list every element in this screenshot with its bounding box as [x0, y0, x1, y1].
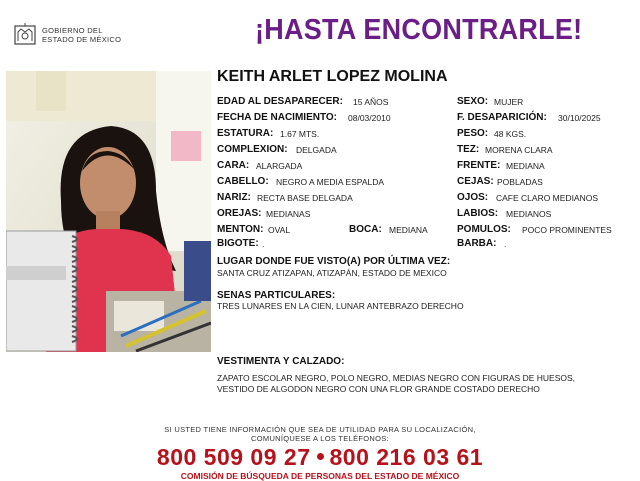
field-boca-value: MEDIANA	[389, 225, 428, 235]
footer-commission: COMISIÓN DE BÚSQUEDA DE PERSONAS DEL ESTADO DE MÉXICO	[180, 471, 460, 481]
field-cejas-value: POBLADAS	[497, 177, 543, 187]
field-complexion-label: COMPLEXION:	[217, 144, 288, 155]
field-boca-label: BOCA:	[349, 224, 382, 235]
field-estatura-label: ESTATURA:	[217, 128, 274, 139]
field-f-desaparicion-value: 30/10/2025	[558, 113, 601, 123]
field-labios-value: MEDIANOS	[506, 209, 552, 219]
logo-text-line1: GOBIERNO DEL	[42, 26, 103, 35]
field-sexo-value: MUJER	[494, 97, 524, 107]
senas-particulares-label: SENAS PARTICULARES:	[217, 290, 336, 301]
field-estatura-value: 1.67 MTS.	[280, 129, 320, 139]
field-orejas-label: OREJAS:	[217, 208, 262, 219]
field-sexo-label: SEXO:	[457, 96, 489, 107]
field-orejas-value: MEDIANAS	[266, 209, 311, 219]
field-tez-label: TEZ:	[457, 144, 480, 155]
field-cara-label: CARA:	[217, 160, 250, 171]
field-cara-value: ALARGADA	[256, 161, 303, 171]
logo-text-line2: ESTADO DE MÉXICO	[42, 35, 122, 44]
phone-number-2[interactable]: 800 216 03 61	[329, 444, 484, 470]
field-peso-label: PESO:	[457, 128, 489, 139]
field-bigote-value: .	[262, 239, 265, 249]
vestimenta-label: VESTIMENTA Y CALZADO:	[217, 356, 345, 367]
missing-person-photo	[6, 71, 211, 352]
field-labios-label: LABIOS:	[457, 208, 499, 219]
field-nariz-value: RECTA BASE DELGADA	[257, 193, 353, 203]
field-edad-label: EDAD AL DESAPARECER:	[217, 96, 343, 107]
field-barba-value: .	[504, 239, 507, 249]
field-cejas-label: CEJAS:	[457, 176, 494, 187]
field-frente-value: MEDIANA	[506, 161, 545, 171]
senas-particulares-value: TRES LUNARES EN LA CIEN, LUNAR ANTEBRAZO DERECHO	[217, 301, 464, 311]
lugar-visto-value: SANTA CRUZ ATIZAPAN, ATIZAPÁN, ESTADO DE MEXICO	[217, 268, 447, 278]
contact-info-line1: SI USTED TIENE INFORMACIÓN QUE SEA DE UTILIDAD PARA SU LOCALIZACIÓN,	[164, 425, 476, 434]
field-ojos-value: CAFE CLARO MEDIANOS	[496, 193, 599, 203]
field-nariz-label: NARIZ:	[217, 192, 251, 203]
field-cabello-value: NEGRO A MEDIA ESPALDA	[276, 177, 385, 187]
lugar-visto-label: LUGAR DONDE FUE VISTO(A) POR ÚLTIMA VEZ:	[217, 256, 451, 267]
state-emblem-icon	[12, 22, 38, 48]
field-pomulos-value: POCO PROMINENTES	[522, 225, 612, 235]
field-barba-label: BARBA:	[457, 238, 497, 249]
field-tez-value: MORENA CLARA	[485, 145, 553, 155]
field-pomulos-label: POMULOS:	[457, 224, 511, 235]
field-menton-label: MENTON:	[217, 224, 264, 235]
separator-dot-icon	[317, 453, 324, 460]
field-frente-label: FRENTE:	[457, 160, 501, 171]
phone-number-1[interactable]: 800 509 09 27	[156, 444, 311, 470]
field-cabello-label: CABELLO:	[217, 176, 269, 187]
field-peso-value: 48 KGS.	[494, 129, 527, 139]
field-edad-value: 15 AÑOS	[353, 97, 389, 107]
field-complexion-value: DELGADA	[296, 145, 337, 155]
field-fecha-nac-value: 08/03/2010	[348, 113, 391, 123]
field-bigote-label: BIGOTE:	[217, 238, 259, 249]
government-logo	[12, 22, 122, 48]
field-f-desaparicion-label: F. DESAPARICIÓN:	[457, 112, 547, 123]
vestimenta-value: ZAPATO ESCOLAR NEGRO, POLO NEGRO, MEDIAS NEGRO CON FIGURAS DE HUESOS, VESTIDO DE ALGODON NEGRO CON UNA FLOR GRANDE COSTADO DERECHO	[217, 373, 576, 394]
field-fecha-nac-label: FECHA DE NACIMIENTO:	[217, 112, 337, 123]
contact-info	[110, 425, 530, 443]
field-menton-value: OVAL	[268, 225, 291, 235]
field-ojos-label: OJOS:	[457, 192, 489, 203]
contact-info-line2: COMUNÍQUESE A LOS TELÉFONOS:	[251, 434, 389, 443]
headline-title: ¡HASTA ENCONTRARLE!	[255, 14, 583, 46]
phone-numbers	[110, 444, 530, 471]
person-name: KEITH ARLET LOPEZ MOLINA	[217, 68, 448, 85]
